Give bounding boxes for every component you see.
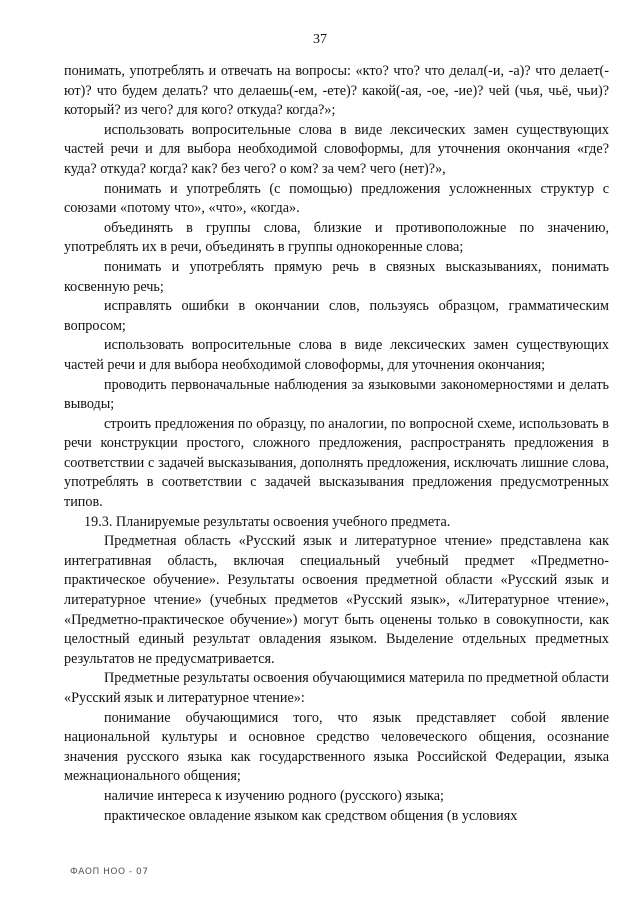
paragraph: понимать и употреблять (с помощью) предложения усложненных структур с союзами «потому что», «что», «когда». [64,180,609,217]
paragraph: строить предложения по образцу, по аналогии, по вопросной схеме, использовать в речи конструкции простого, сложного предложения, распространять предложения в соответствии с задачей высказывания, дополнять предложения, исключать лишние слова, употреблять в соответствии с задачей высказывания предложения предусмотренных типов. [64,415,609,511]
paragraph: практическое овладение языком как средством общения (в условиях [104,807,518,824]
document-body [64,62,609,826]
footer-code: ФАОП НОО - 07 [70,867,149,877]
paragraph: использовать вопросительные слова в виде лексических замен существующих частей речи и для выбора необходимой словоформы, для уточнения окончания; [64,337,609,373]
page-number: 37 [313,32,327,47]
paragraph: использовать вопросительные слова в виде лексических замен существующих частей речи и для выбора необходимой словоформы, для уточнения окончания «где? куда? откуда? когда? как? без чего? о ком? за чем? чего (нет)?», [64,121,609,177]
paragraph: понимать, употреблять и отвечать на вопросы: «кто? что? что делал(-и, -а)? что делает(-ют)? что будем делать? что делаешь(-ем, -ете)? какой(-ая, -ое, -ие)? чей (чья, чьё, чьи)? который? из чего? для кого? откуда? когда?»; [64,63,609,119]
paragraph: наличие интереса к изучению родного (русского) языка; [104,787,444,804]
paragraph: понимание обучающимися того, что язык представляет собой явление национальной культуры и основное средство человеческого общения, осознание значения русского языка как государственного языка Российской Федерации, языка межнационального общения; [64,709,609,785]
section-heading: 19.3. Планируемые результаты освоения учебного предмета. [84,513,451,530]
paragraph: объединять в группы слова, близкие и противоположные по значению, употреблять их в речи, объединять в группы однокоренные слова; [64,219,609,256]
paragraph: Предметная область «Русский язык и литературное чтение» представлена как интегративная область, включая специальный учебный предмет «Предметно-практическое обучение». Результаты освоения предметной области «Русский язык и литературное чтение» (учебных предметов «Русский язык», «Литературное чтение», «Предметно-практическое обучение») могут быть оценены только в совокупности, как целостный единый результат овладения языком. Выделение отдельных предметных результатов не предусматривается. [64,533,609,667]
paragraph: понимать и употреблять прямую речь в связных высказываниях, понимать косвенную речь; [64,258,609,295]
paragraph: проводить первоначальные наблюдения за языковыми закономерностями и делать выводы; [64,376,609,413]
paragraph: исправлять ошибки в окончании слов, пользуясь образцом, грамматическим вопросом; [64,298,609,334]
paragraph: Предметные результаты освоения обучающимися материла по предметной области «Русский язык и литературное чтение»: [64,670,609,706]
